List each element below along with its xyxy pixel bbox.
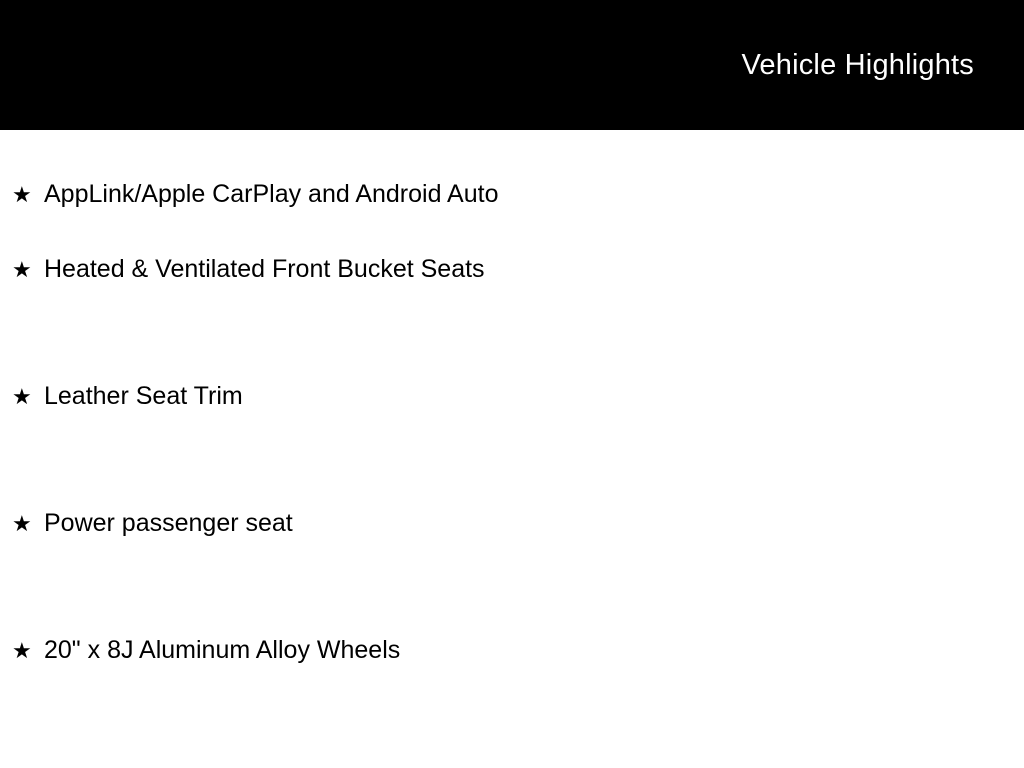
highlights-list	[0, 130, 1024, 765]
highlight-label: AppLink/Apple CarPlay and Android Auto	[44, 180, 499, 208]
highlight-label: Heated & Ventilated Front Bucket Seats	[44, 255, 485, 283]
star-icon: ★	[12, 182, 32, 207]
highlight-label: Power passenger seat	[44, 509, 293, 537]
list-item	[0, 130, 1024, 257]
list-item	[0, 638, 1024, 765]
list-item	[0, 384, 1024, 511]
star-icon: ★	[12, 257, 32, 282]
highlight-label: Leather Seat Trim	[44, 382, 243, 410]
highlight-label: 20" x 8J Aluminum Alloy Wheels	[44, 636, 401, 664]
page-title: Vehicle Highlights	[741, 48, 974, 81]
list-item	[0, 511, 1024, 638]
star-icon: ★	[12, 638, 32, 663]
star-icon: ★	[12, 384, 32, 409]
star-icon: ★	[12, 511, 32, 536]
list-item	[0, 257, 1024, 384]
header-bar	[0, 0, 1024, 130]
